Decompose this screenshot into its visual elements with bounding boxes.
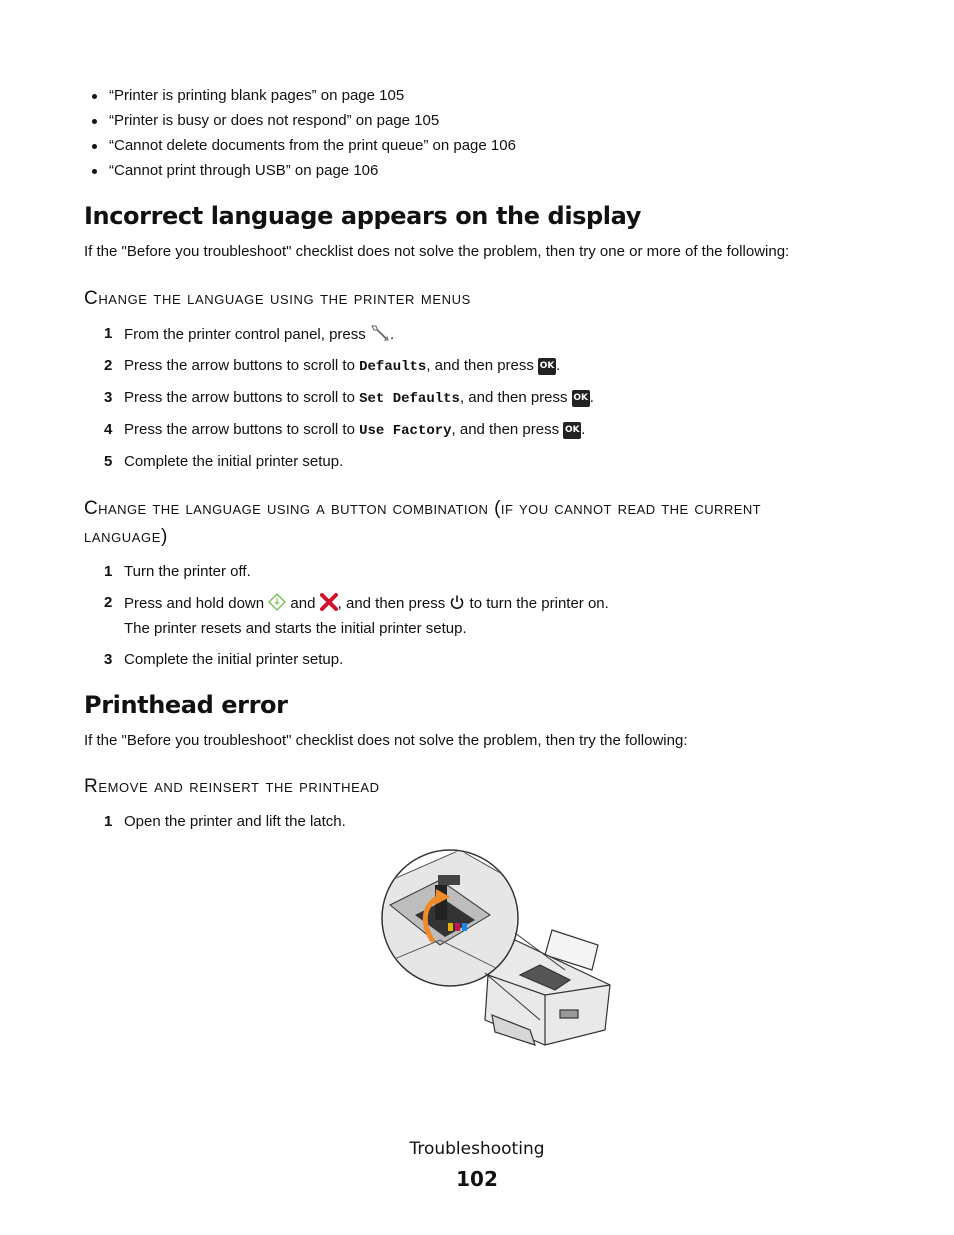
step-number: 2 <box>104 594 113 611</box>
ok-button-icon: OK <box>538 358 556 375</box>
step-text: From the printer control panel, press . <box>124 324 394 348</box>
step-text: Press the arrow buttons to scroll to Defaults, and then press OK . <box>124 357 561 375</box>
step-text: Turn the printer off. <box>124 563 251 580</box>
step-number: 2 <box>104 357 113 374</box>
step-number: 1 <box>104 813 113 830</box>
subsection-title-button-combination: Change the language using a button combination (if you cannot read the current <box>84 498 762 519</box>
step-number: 1 <box>104 563 113 580</box>
wrench-icon <box>370 324 390 348</box>
subsection-title-reinsert-printhead: Remove and reinsert the printhead <box>84 776 380 797</box>
section-intro: If the "Before you troubleshoot" checklist does not solve the problem, then try the following: <box>84 732 688 749</box>
footer-chapter: Troubleshooting <box>409 1139 545 1159</box>
power-icon <box>449 594 465 617</box>
step-text: Press the arrow buttons to scroll to Set Defaults, and then press OK . <box>124 389 594 407</box>
menu-code: Use Factory <box>359 423 452 439</box>
step-text: Complete the initial printer setup. <box>124 453 344 470</box>
ok-button-icon: OK <box>572 390 590 407</box>
step-number: 1 <box>104 325 113 342</box>
start-diamond-icon <box>268 593 286 617</box>
step-note: The printer resets and starts the initial printer setup. <box>124 620 467 637</box>
section-intro: If the "Before you troubleshoot" checklist does not solve the problem, then try one or more of the following: <box>84 243 790 260</box>
printer-latch-illustration <box>380 845 616 1050</box>
cancel-x-icon <box>320 593 338 617</box>
menu-code: Set Defaults <box>359 391 460 407</box>
step-number: 4 <box>104 421 113 438</box>
subsection-title-button-combination-cont: language) <box>84 526 168 547</box>
subsection-title-printer-menus: Change the language using the printer menus <box>84 288 471 309</box>
step-text: Complete the initial printer setup. <box>124 651 344 668</box>
manual-page: “Printer is printing blank pages” on page 105 “Printer is busy or does not respond” on page 105 “Cannot delete documents from the print queue” on page 106 “Cannot print through USB” on page 106 Incorrect language appears on the display If the "Before you troubleshoot" checklist does not solve the problem, then try one or more of the following: Change the language using the printer menus 1 From the printer control panel, press . 2 Press the arrow buttons to scroll to Defaults, and then press OK . 3 Press the arrow buttons to scroll to Set Defaults, and then press OK . 4 Press the arrow buttons to scroll to Use Factory, and then press OK . 5 Complete the initial printer setup. Change the language using a button combination (if you cannot read the current language) 1 Turn the printer off. 2 Press and hold down and , and then press to turn the printer on. The printer resets and starts the initial printer setup. 3 Complete the initial printer setup. Printhead error If the "Before you troubleshoot" checklist does not solve the problem, then try the following: Remove and reinsert the printhead 1 Open the printer and lift the latch. Troubleshooting 102 <box>0 0 954 1235</box>
page-number: 102 <box>456 1167 498 1191</box>
step-number: 3 <box>104 651 113 668</box>
step-text: Press the arrow buttons to scroll to Use Factory, and then press OK . <box>124 421 586 439</box>
step-text: Press and hold down and , and then press to turn the printer on. <box>124 593 609 617</box>
step-number: 5 <box>104 453 113 470</box>
menu-code: Defaults <box>359 359 427 375</box>
section-title-printhead-error: Printhead error <box>84 691 288 719</box>
ok-button-icon: OK <box>563 422 581 439</box>
section-title-incorrect-language: Incorrect language appears on the display <box>84 202 641 230</box>
step-text: Open the printer and lift the latch. <box>124 813 346 830</box>
step-number: 3 <box>104 389 113 406</box>
